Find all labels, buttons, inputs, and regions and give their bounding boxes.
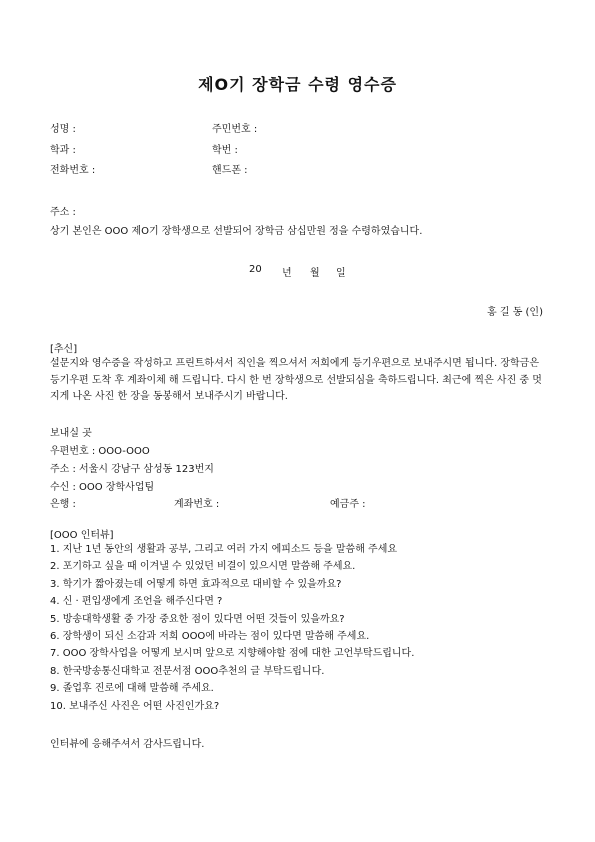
phone-field-label: 전화번호 : bbox=[50, 165, 96, 176]
name-field-label: 성명 : bbox=[50, 124, 76, 135]
interview-question: 4. 신 · 편입생에게 조언을 해주신다면 ? bbox=[50, 596, 223, 608]
postscript-heading: [추신] bbox=[50, 344, 78, 355]
postscript-body: 설문지와 영수증을 작성하고 프린트하셔서 직인을 찍으셔서 저희에게 등기우편으로 보내주시면 됩니다. 장학금은 등기우편 도착 후 계좌이체 해 드립니다. 다시 한 번 장학생으로 선발되심을 축하드립니다. 최근에 찍은 사진 중 멋지게 나온 사진 한 장을 동봉해서 보내주시기 바랍니다. bbox=[50, 358, 542, 402]
date-day-unit: 일 bbox=[336, 268, 346, 279]
postal-code: 우편번호 : OOO-OOO bbox=[50, 446, 150, 457]
interview-question: 5. 방송대학생활 중 가장 중요한 점이 있다면 어떤 것들이 있을까요? bbox=[50, 613, 345, 625]
interview-question: 8. 한국방송통신대학교 전문서점 OOO추천의 글 부탁드립니다. bbox=[50, 665, 325, 677]
interview-heading: [OOO 인터뷰] bbox=[50, 530, 114, 541]
interview-question: 1. 지난 1년 동안의 생활과 공부, 그리고 여러 가지 에피소드 등을 말씀해 주세요 bbox=[50, 544, 398, 555]
send-to-heading: 보내실 곳 bbox=[50, 428, 92, 439]
interview-question: 9. 졸업후 진로에 대해 말씀해 주세요. bbox=[50, 683, 214, 695]
date-year: 20 bbox=[249, 264, 262, 275]
interview-question: 3. 학기가 짧아졌는데 어떻게 하면 효과적으로 대비할 수 있을까요? bbox=[50, 578, 342, 590]
interview-question: 10. 보내주신 사진은 어떤 사진인가요? bbox=[50, 700, 220, 712]
interview-question: 2. 포기하고 싶을 때 이겨낼 수 있었던 비결이 있으시면 말씀해 주세요. bbox=[50, 561, 356, 573]
recipient: 수신 : OOO 장학사업팀 bbox=[50, 482, 155, 493]
resident-number-field-label: 주민번호 : bbox=[212, 124, 258, 135]
address-field-label: 주소 : bbox=[50, 207, 76, 218]
send-to-address: 주소 : 서울시 강남구 삼성동 123번지 bbox=[50, 464, 214, 475]
account-holder-field-label: 예금주 : bbox=[330, 499, 366, 510]
page-title: 제O기 장학금 수령 영수증 bbox=[198, 75, 397, 94]
signature-line: 홍 길 동 (인) bbox=[487, 307, 543, 318]
department-field-label: 학과 : bbox=[50, 145, 76, 156]
closing-message: 인터뷰에 응해주셔서 감사드립니다. bbox=[50, 739, 205, 750]
receipt-statement: 상기 본인은 OOO 제O기 장학생으로 선발되어 장학금 삼십만원 정을 수령하였습니다. bbox=[50, 226, 423, 237]
mobile-field-label: 핸드폰 : bbox=[212, 165, 248, 176]
interview-question: 7. OOO 장학사업을 어떻게 보시며 앞으로 지향해야할 점에 대한 고언부탁드립니다. bbox=[50, 648, 415, 660]
interview-question-list bbox=[50, 541, 550, 715]
date-month-unit: 월 bbox=[310, 268, 320, 279]
student-number-field-label: 학번 : bbox=[212, 145, 238, 156]
interview-question: 6. 장학생이 되신 소감과 저희 OOO에 바라는 점이 있다면 말씀해 주세요. bbox=[50, 630, 370, 642]
date-year-unit: 년 bbox=[282, 268, 292, 279]
account-number-field-label: 계좌번호 : bbox=[174, 499, 220, 510]
bank-field-label: 은행 : bbox=[50, 499, 76, 510]
